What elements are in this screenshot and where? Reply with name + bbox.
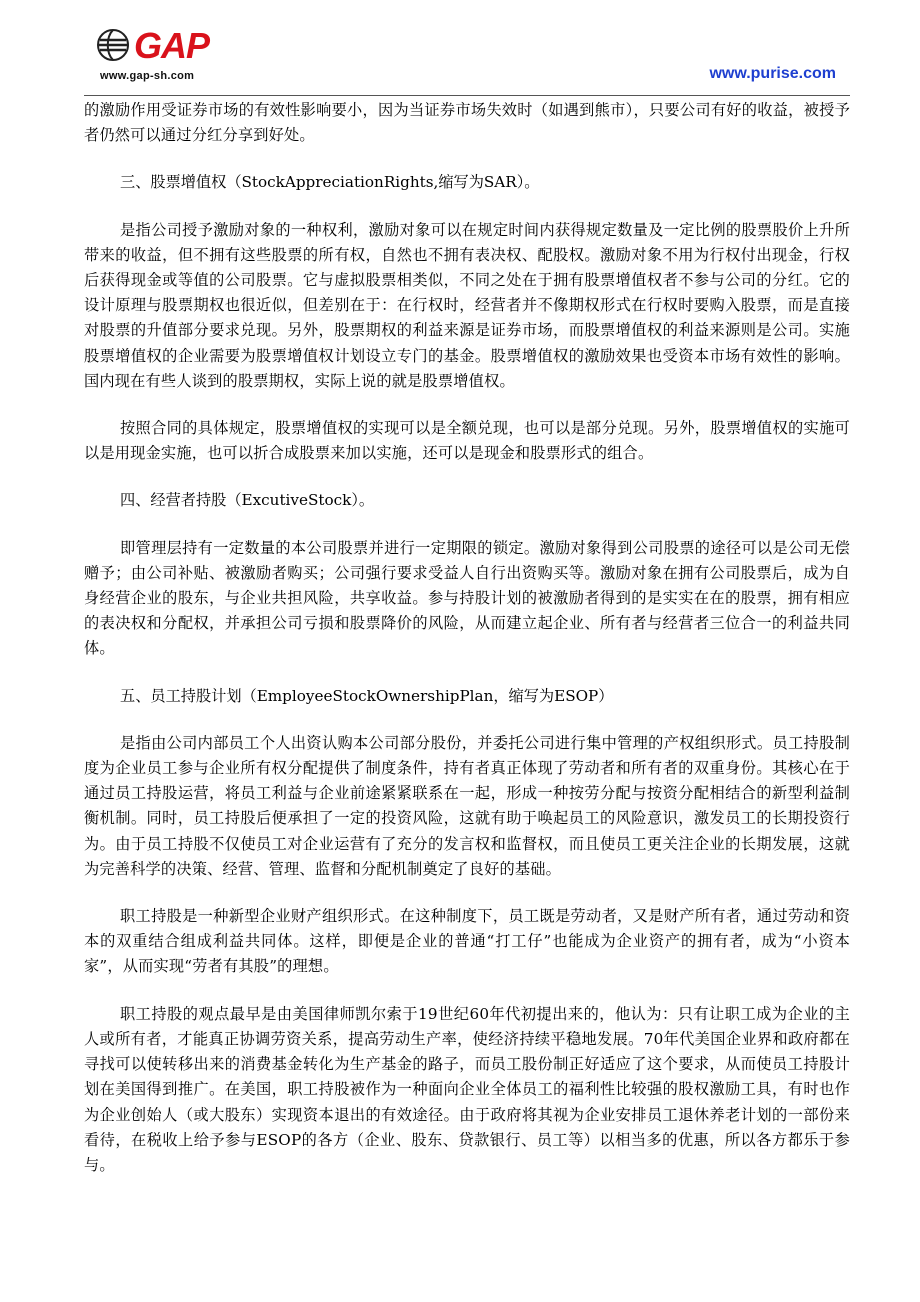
header-divider <box>84 95 850 96</box>
paragraph-sar-definition: 是指公司授予激励对象的一种权利，激励对象可以在规定时间内获得规定数量及一定比例的股票股价上升所带来的收益，但不拥有这些股票的所有权，自然也不拥有表决权、配股权。激励对象不用为行权付出现金，行权后获得现金或等值的公司股票。它与虚拟股票相类似，不同之处在于拥有股票增值权者不参与公司的分红。它的设计原理与股票期权也很近似，但差别在于：在行权时，经营者并不像期权形式在行权时要购入股票，而是直接对股票的升值部分要求兑现。另外，股票期权的利益来源是证券市场，而股票增值权的利益来源则是公司。实施股票增值权的企业需要为股票增值权计划设立专门的基金。股票增值权的激励效果也受资本市场有效性的影响。国内现在有些人谈到的股票期权，实际上说的就是股票增值权。 <box>84 220 850 390</box>
section-heading-executive-stock: 四、经营者持股（ExcutiveStock）。 <box>120 491 375 510</box>
gap-logo[interactable] <box>96 22 246 82</box>
section-heading-sar: 三、股票增值权（StockAppreciationRights,缩写为SAR）。 <box>120 173 540 192</box>
logo-wordmark: GAP <box>134 25 210 66</box>
globe-icon <box>96 28 130 62</box>
paragraph-employee-ownership: 职工持股是一种新型企业财产组织形式。在这种制度下，员工既是劳动者，又是财产所有者，通过劳动和资本的双重结合组成利益共同体。这样，即便是企业的普通“打工仔”也能成为企业资产的拥有者，成为“小资本家”，从而实现“劳者有其股”的理想。 <box>84 907 850 976</box>
paragraph-executive-stock: 即管理层持有一定数量的本公司股票并进行一定期限的锁定。激励对象得到公司股票的途径可以是公司无偿赠予；由公司补贴、被激励者购买；公司强行要求受益人自行出资购买等。激励对象在拥有公司股票后，成为自身经营企业的股东，与企业共担风险，共享收益。参与持股计划的被激励者得到的是实实在在的股票，拥有相应的表决权和分配权，并承担公司亏损和股票降价的风险，从而建立起企业、所有者与经营者三位合一的利益共同体。 <box>84 538 850 658</box>
paragraph-sar-implementation: 按照合同的具体规定，股票增值权的实现可以是全额兑现，也可以是部分兑现。另外，股票增值权的实施可以是用现金实施，也可以折合成股票来加以实施，还可以是现金和股票形式的组合。 <box>84 419 850 463</box>
section-heading-esop: 五、员工持股计划（EmployeeStockOwnershipPlan，缩写为ESOP） <box>120 686 614 705</box>
site-link[interactable]: www.purise.com <box>709 65 836 82</box>
document-body <box>84 98 850 1200</box>
paragraph-continued: 的激励作用受证券市场的有效性影响要小，因为当证券市场失效时（如遇到熊市），只要公司有好的收益，被授予者仍然可以通过分红分享到好处。 <box>84 101 850 145</box>
paragraph-esop-history: 职工持股的观点最早是由美国律师凯尔索于19世纪60年代初提出来的，他认为：只有让职工成为企业的主人或所有者，才能真正协调劳资关系，提高劳动生产率，使经济持续平稳地发展。70年代美国企业界和政府都在寻找可以使转移出来的消费基金转化为生产基金的路子，而员工股份制正好适应了这个要求，从而使员工持股计划在美国得到推广。在美国，职工持股被作为一种面向企业全体员工的福利性比较强的股权激励工具，有时也作为企业创始人（或大股东）实现资本退出的有效途径。由于政府将其视为企业安排员工退休养老计划的一部份来看待，在税收上给予参与ESOP的各方（企业、股东、贷款银行、员工等）以相当多的优惠，所以各方都乐于参与。 <box>84 1004 850 1174</box>
paragraph-esop-definition: 是指由公司内部员工个人出资认购本公司部分股份，并委托公司进行集中管理的产权组织形式。员工持股制度为企业员工参与企业所有权分配提供了制度条件，持有者真正体现了劳动者和所有者的双重身份。其核心在于通过员工持股运营，将员工利益与企业前途紧紧联系在一起，形成一种按劳分配与按资分配相结合的新型利益制衡机制。同时，员工持股后便承担了一定的投资风险，这就有助于唤起员工的风险意识，激发员工的长期投资行为。由于员工持股不仅使员工对企业运营有了充分的发言权和监督权，而且使员工更关注企业的长期发展，这就为完善科学的决策、经营、管理、监督和分配机制奠定了良好的基础。 <box>84 733 850 878</box>
logo-url: www.gap-sh.com <box>100 70 195 82</box>
page-header <box>0 0 920 100</box>
